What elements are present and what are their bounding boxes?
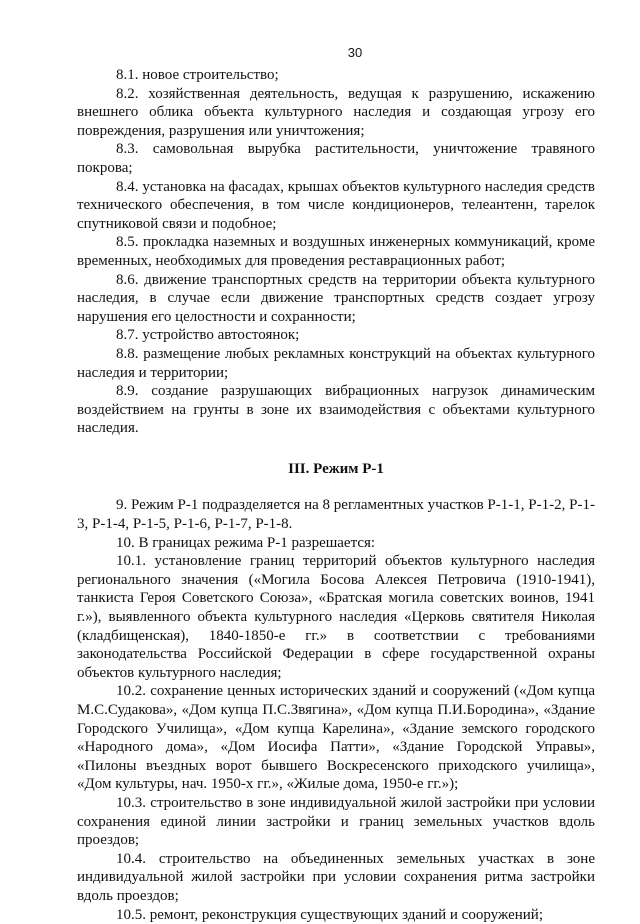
paragraph-8-1: 8.1. новое строительство; xyxy=(116,67,279,83)
paragraph-9: 9. Режим Р-1 подразделяется на 8 регламентных участков Р-1-1, Р-1-2, Р-1-3, Р-1-4, Р-1-5, Р-1-6, Р-1-7, Р-1-8. xyxy=(77,497,595,533)
paragraph-10-1: 10.1. установление границ территорий объектов культурного наследия регионального значения («Могила Босова Алексея Петровича (1910-1941), танкиста Героя Советского Союза», «Братская могила советских воинов, 1941 г.»), выявленного объекта культурного наследия «Церковь святителя Николая (кладбищенская), 1840-1850-е гг.» в соответствии с требованиями законодательства Российской Федерации в сфере государственной охраны объектов культурного наследия; xyxy=(77,553,595,681)
paragraph-10-3: 10.3. строительство в зоне индивидуальной жилой застройки при условии сохранения единой линии застройки и границ земельных участков вдоль проездов; xyxy=(77,794,595,849)
spacer xyxy=(77,478,595,496)
page-number: 30 xyxy=(347,45,363,60)
paragraph-10-4: 10.4. строительство на объединенных земельных участках в зоне индивидуальной жилой застройки при условии сохранения ритма застройки вдоль проездов; xyxy=(77,850,595,904)
section-title: III. Режим Р-1 xyxy=(288,460,384,477)
paragraph-8-8: 8.8. размещение любых рекламных конструкций на объектах культурного наследия и территории; xyxy=(77,345,595,381)
paragraph-8-2: 8.2. хозяйственная деятельность, ведущая к разрушению, искажению внешнего облика объекта культурного наследия и создающая угрозу его повреждения, разрушения или уничтожения; xyxy=(77,85,595,139)
paragraph-8-3: 8.3. самовольная вырубка растительности, уничтожение травяного покрова; xyxy=(77,141,595,176)
document-body xyxy=(77,66,595,924)
paragraph-10-2: 10.2. сохранение ценных исторических зданий и сооружений («Дом купца М.С.Судакова», «Дом купца П.С.Звягина», «Дом купца П.И.Бородина», «Здание Городского Училища», «Дом купца Карелина», «Здание земского городского «Народного дома», «Дом Иосифа Патти», «Здание Городской Управы», «Пилоны въездных ворот бывшего Воскресенского приходского училища», «Дом культуры, нач. 1950-х гг.», «Жилые дома, 1950-е гг.»); xyxy=(77,683,595,793)
paragraph-10: 10. В границах режима Р-1 разрешается: xyxy=(116,534,376,551)
paragraph-8-9: 8.9. создание разрушающих вибрационных нагрузок динамическим воздействием на грунты в зоне их взаимодействия с объектами культурного наследия. xyxy=(77,383,595,437)
paragraph-10-5: 10.5. ремонт, реконструкция существующих зданий и сооружений; xyxy=(116,906,544,923)
paragraph-8-7: 8.7. устройство автостоянок; xyxy=(116,327,300,344)
paragraph-8-4: 8.4. установка на фасадах, крышах объектов культурного наследия средств технического обеспечения, в том числе кондиционеров, телеантенн, тарелок спутниковой связи и подобное; xyxy=(77,178,595,232)
paragraph-8-5: 8.5. прокладка наземных и воздушных инженерных коммуникаций, кроме временных, необходимых для проведения реставрационных работ; xyxy=(77,234,595,269)
paragraph-8-6: 8.6. движение транспортных средств на территории объекта культурного наследия, в случае если движение транспортных средств создает угрозу нарушения его целостности и сохранности; xyxy=(77,271,595,325)
spacer xyxy=(77,438,595,460)
